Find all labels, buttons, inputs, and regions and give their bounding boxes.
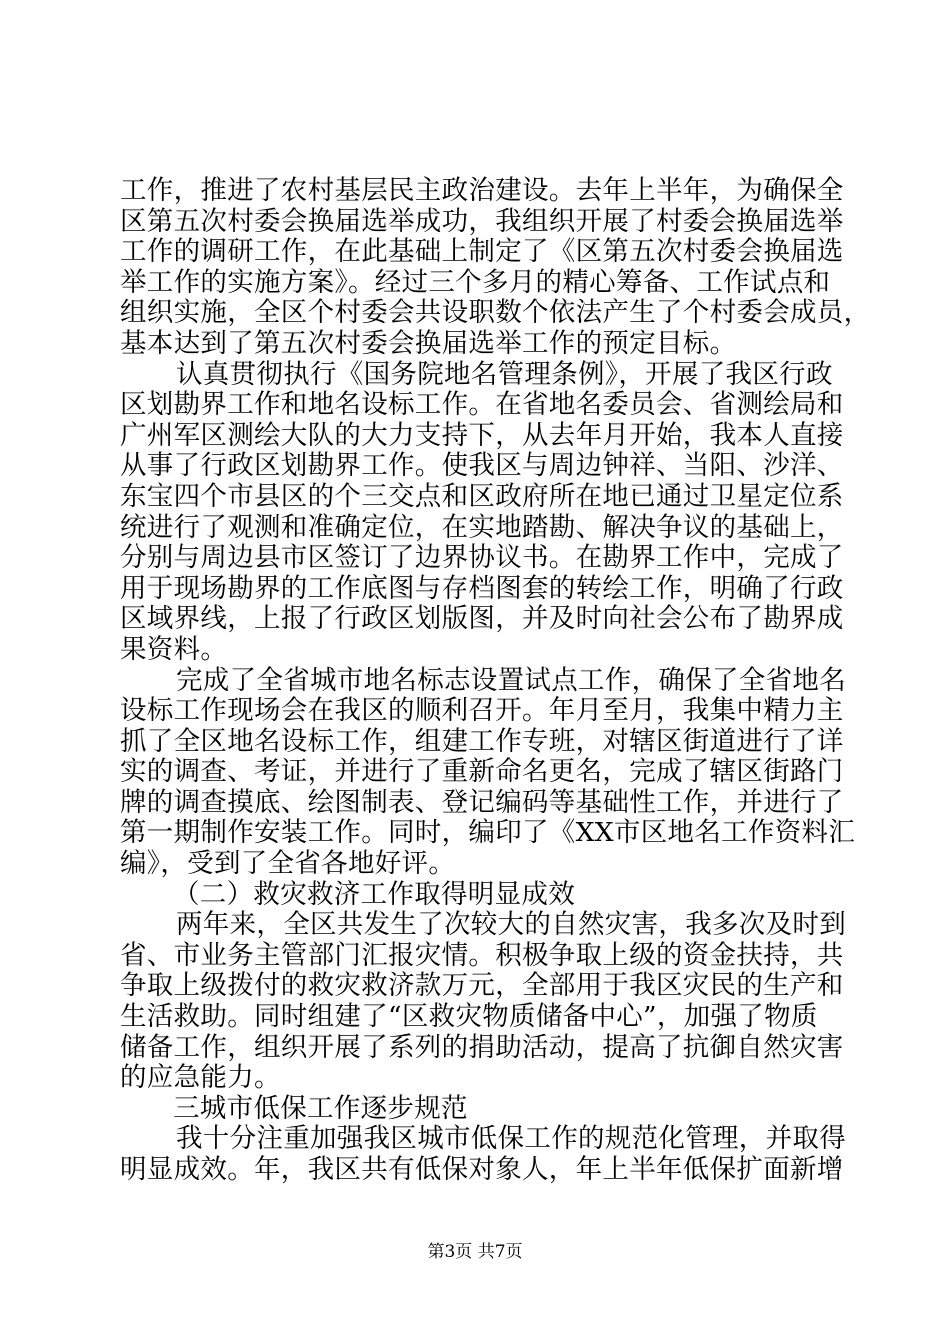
text-line: 储备工作，组织开展了系列的捐助活动，提高了抗御自然灾害 (120, 1031, 844, 1063)
page-number-footer: 第3页 共7页 (427, 1242, 523, 1262)
text-line: 实的调查、考证，并进行了重新命名更名，完成了辖区街路门 (120, 756, 844, 788)
text-line: 广州军区测绘大队的大力支持下，从去年月开始，我本人直接 (120, 419, 844, 451)
text-line: 生活救助。同时组建了“区救灾物质储备中心”，加强了物质 (120, 1001, 818, 1033)
text-line: 果资料。 (120, 633, 228, 665)
text-line: 第一期制作安装工作。同时，编印了《XX市区地名工作资料汇 (120, 817, 856, 849)
text-line: 用于现场勘界的工作底图与存档图套的转绘工作，明确了行政 (120, 572, 844, 604)
text-line: 抓了全区地名设标工作，组建工作专班，对辖区街道进行了详 (120, 725, 844, 757)
section-heading: 三城市低保工作逐步规范 (173, 1092, 468, 1124)
paragraph-first-line: 我十分注重加强我区城市低保工作的规范化管理，并取得 (176, 1123, 846, 1155)
text-line: 的应急能力。 (120, 1062, 281, 1094)
text-line: 从事了行政区划勘界工作。使我区与周边钟祥、当阳、沙洋、 (120, 450, 844, 482)
text-line: 基本达到了第五次村委会换届选举工作的预定目标。 (120, 327, 737, 359)
text-line: 区域界线，上报了行政区划版图，并及时向社会公布了勘界成 (120, 603, 844, 635)
text-line: 统进行了观测和准确定位，在实地踏勘、解决争议的基础上， (120, 511, 844, 543)
text-line: 东宝四个市县区的个三交点和区政府所在地已通过卫星定位系 (120, 480, 844, 512)
paragraph-first-line: 两年来，全区共发生了次较大的自然灾害，我多次及时到 (176, 909, 846, 941)
section-heading: （二）救灾救济工作取得明显成效 (173, 878, 575, 910)
text-line: 工作，推进了农村基层民主政治建设。去年上半年，为确保全 (120, 175, 844, 206)
text-line: 举工作的实施方案》。经过三个多月的精心筹备、工作试点和 (120, 266, 831, 298)
text-line: 争取上级拨付的救灾救济款万元，全部用于我区灾民的生产和 (120, 970, 844, 1002)
text-line: 分别与周边县市区签订了边界协议书。在勘界工作中，完成了 (120, 542, 844, 574)
text-line: 省、市业务主管部门汇报灾情。积极争取上级的资金扶持，共 (120, 939, 844, 971)
text-line: 明显成效。年，我区共有低保对象人，年上半年低保扩面新增 (120, 1154, 844, 1185)
text-line: 工作的调研工作，在此基础上制定了《区第五次村委会换届选 (120, 236, 844, 268)
text-line: 区划勘界工作和地名设标工作。在省地名委员会、省测绘局和 (120, 389, 844, 421)
text-line: 组织实施，全区个村委会共设职数个依法产生了个村委会成员， (120, 297, 871, 329)
text-line: 设标工作现场会在我区的顺利召开。年月至月，我集中精力主 (120, 695, 844, 727)
document-body (120, 175, 871, 1186)
text-line: 编》，受到了全省各地好评。 (120, 848, 456, 880)
paragraph-first-line: 完成了全省城市地名标志设置试点工作，确保了全省地名 (176, 664, 846, 696)
text-line: 区第五次村委会换届选举成功，我组织开展了村委会换届选举 (120, 205, 844, 237)
paragraph-first-line: 认真贯彻执行《国务院地名管理条例》，开展了我区行政 (176, 358, 833, 390)
text-line: 牌的调查摸底、绘图制表、登记编码等基础性工作，并进行了 (120, 786, 844, 818)
